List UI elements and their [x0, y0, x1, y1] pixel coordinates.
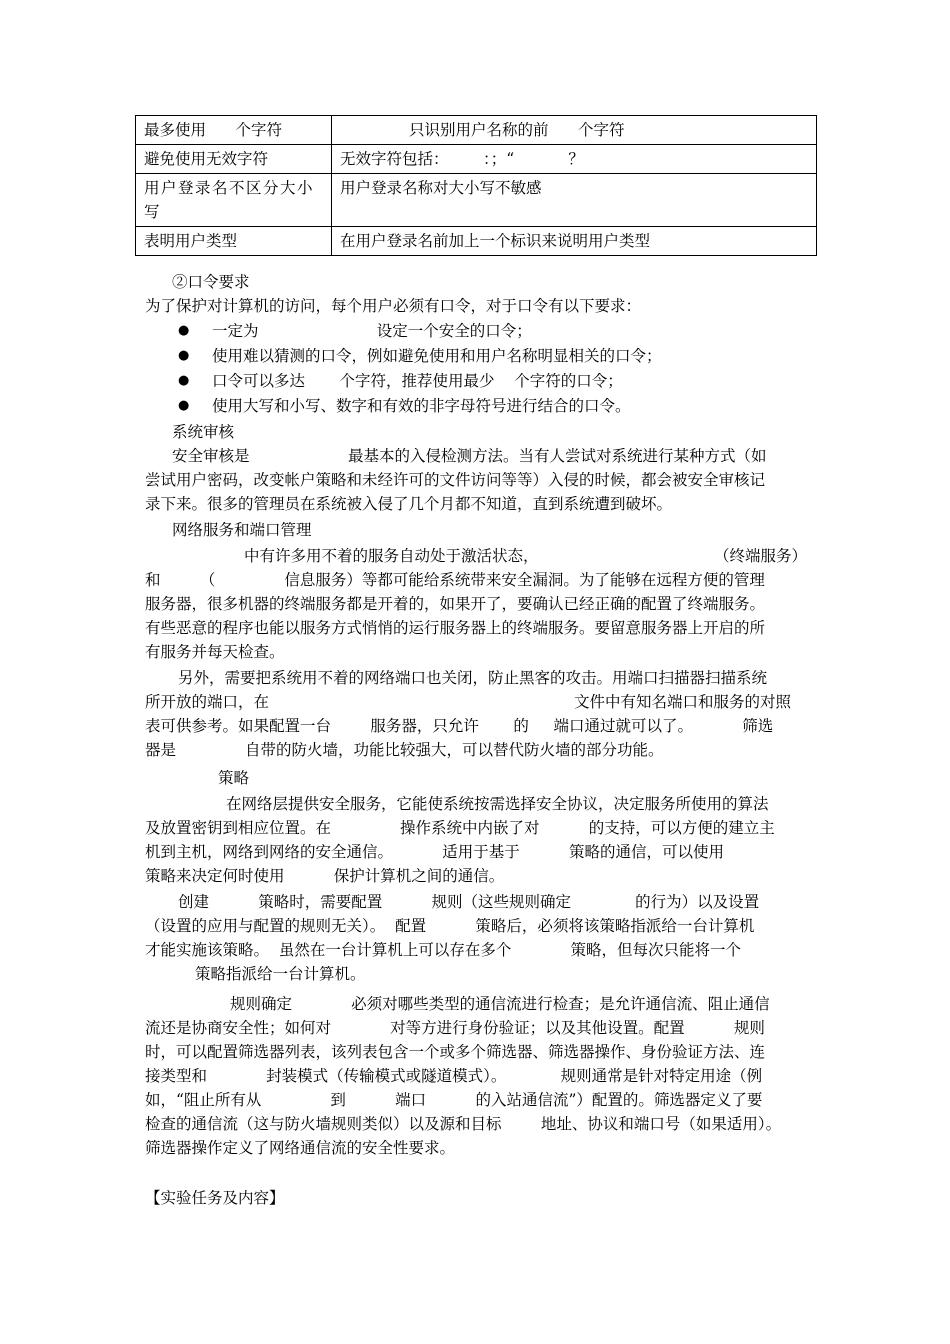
paragraph-line: 文件中有知名端口和服务的对照 — [574, 693, 792, 711]
paragraph-line: 机到主机，网络到网络的安全通信。 适用于基于 策略的通信，可以使用 — [145, 843, 725, 861]
paragraph-line: 尝试用户密码，改变帐户策略和未经许可的文件访问等等）入侵的时候，都会被安全审核记 — [145, 471, 766, 489]
bullet-icon: ● — [178, 348, 190, 363]
table-cell: 无效字符包括： ：；“ ？ — [332, 145, 817, 174]
table-cell: 用户登录名不区分大小写 — [136, 174, 332, 227]
paragraph-line: 接类型和 封装模式（传输模式或隧道模式）。 规则通常是针对特定用途（例 — [145, 1067, 763, 1085]
list-item: 使用难以猜测的口令，例如避免使用和用户名称明显相关的口令； — [212, 347, 662, 365]
section-heading-audit: 系统审核 — [172, 423, 235, 441]
table-row — [136, 174, 817, 227]
table-row — [136, 145, 817, 174]
paragraph-line: 中有许多用不着的服务自动处于激活状态， — [244, 547, 539, 565]
table-row — [136, 227, 817, 256]
paragraph-line: 有服务并每天检查。 — [145, 643, 285, 661]
paragraph-line: 录下来。很多的管理员在系统被入侵了几个月都不知道，直到系统遭到破坏。 — [145, 495, 673, 513]
paragraph-line: 器是 自带的防火墙，功能比较强大，可以替代防火墙的部分功能。 — [145, 741, 664, 759]
paragraph-line: 才能实施该策略。 虽然在一台计算机上可以存在多个 策略，但每次只能将一个 — [145, 941, 741, 959]
section-heading-tasks: 【实验任务及内容】 — [145, 1189, 285, 1207]
paragraph-line: 规则确定 必须对哪些类型的通信流进行检查；是允许通信流、阻止通信 — [230, 995, 770, 1013]
paragraph-line: 服务器，很多机器的终端服务都是开着的，如果开了，要确认已经正确的配置了终端服务。 — [145, 595, 766, 613]
paragraph-line: （终端服务） — [714, 547, 808, 565]
section-heading-policy: 策略 — [218, 769, 250, 787]
section-heading-password: ②口令要求 — [172, 273, 250, 291]
section-heading-services: 网络服务和端口管理 — [172, 521, 312, 539]
bullet-icon: ● — [178, 373, 190, 388]
list-item: 使用大写和小写、数字和有效的非字母符号进行结合的口令。 — [212, 397, 631, 415]
list-item: 一定为 设定一个安全的口令； — [212, 322, 532, 340]
table-row — [136, 116, 817, 145]
table-cell: 避免使用无效字符 — [136, 145, 332, 174]
paragraph-line: （设置的应用与配置的规则无关）。 配置 策略后，必须将该策略指派给一台计算机 — [145, 917, 755, 935]
paragraph-line: 创建 策略时，需要配置 规则（这些规则确定 的行为）以及设置 — [178, 893, 760, 911]
table-cell: 在用户登录名前加上一个标识来说明用户类型 — [332, 227, 817, 256]
paragraph-line: 筛选器操作定义了网络通信流的安全性要求。 — [145, 1139, 456, 1157]
bullet-icon: ● — [178, 323, 190, 338]
paragraph-line: 在网络层提供安全服务，它能使系统按需选择安全协议，决定服务所使用的算法 — [226, 795, 769, 813]
paragraph-line: 流还是协商安全性；如何对 对等方进行身份验证；以及其他设置。配置 规则 — [145, 1019, 765, 1037]
paragraph-line: 为了保护对计算机的访问，每个用户必须有口令，对于口令有以下要求： — [145, 297, 642, 315]
paragraph-line: 如，“阻止所有从 到 端口 的入站通信流”）配置的。筛选器定义了要 — [145, 1091, 763, 1109]
paragraph-line: 时，可以配置筛选器列表，该列表包含一个或多个筛选器、筛选器操作、身份验证方法、连 — [145, 1043, 766, 1061]
table-cell: 只识别用户名称的前 个字符 — [332, 116, 817, 145]
paragraph-line: 及放置密钥到相应位置。在 操作系统中内嵌了对 的支持，可以方便的建立主 — [145, 819, 775, 837]
paragraph-line: 策略来决定何时使用 保护计算机之间的通信。 — [145, 867, 505, 885]
paragraph-line: 策略指派给一台计算机。 — [195, 965, 366, 983]
paragraph-line: 有些恶意的程序也能以服务方式悄悄的运行服务器上的终端服务。要留意服务器上开启的所 — [145, 619, 766, 637]
list-item: 口令可以多达 个字符，推荐使用最少 个字符的口令； — [212, 372, 623, 390]
paragraph-line: 表可供参考。如果配置一台 服务器，只允许 的 端口通过就可以了。 筛选 — [145, 717, 774, 735]
paragraph-line: 和 （ 信息服务）等都可能给系统带来安全漏洞。为了能够在远程方便的管理 — [145, 571, 765, 589]
account-rules-table — [135, 115, 817, 256]
table-cell: 最多使用 个字符 — [136, 116, 332, 145]
bullet-icon: ● — [178, 398, 190, 413]
table-cell: 表明用户类型 — [136, 227, 332, 256]
paragraph-line: 检查的通信流（这与防火墙规则类似）以及源和目标 地址、协议和端口号（如果适用）。 — [145, 1115, 782, 1133]
table-cell: 用户登录名称对大小写不敏感 — [332, 174, 817, 227]
paragraph-line: 另外，需要把系统用不着的网络端口也关闭，防止黑客的攻击。用端口扫描器扫描系统 — [178, 669, 768, 687]
paragraph-line: 安全审核是 最基本的入侵检测方法。当有人尝试对系统进行某种方式（如 — [172, 447, 767, 465]
paragraph-line: 所开放的端口，在 — [145, 693, 270, 711]
